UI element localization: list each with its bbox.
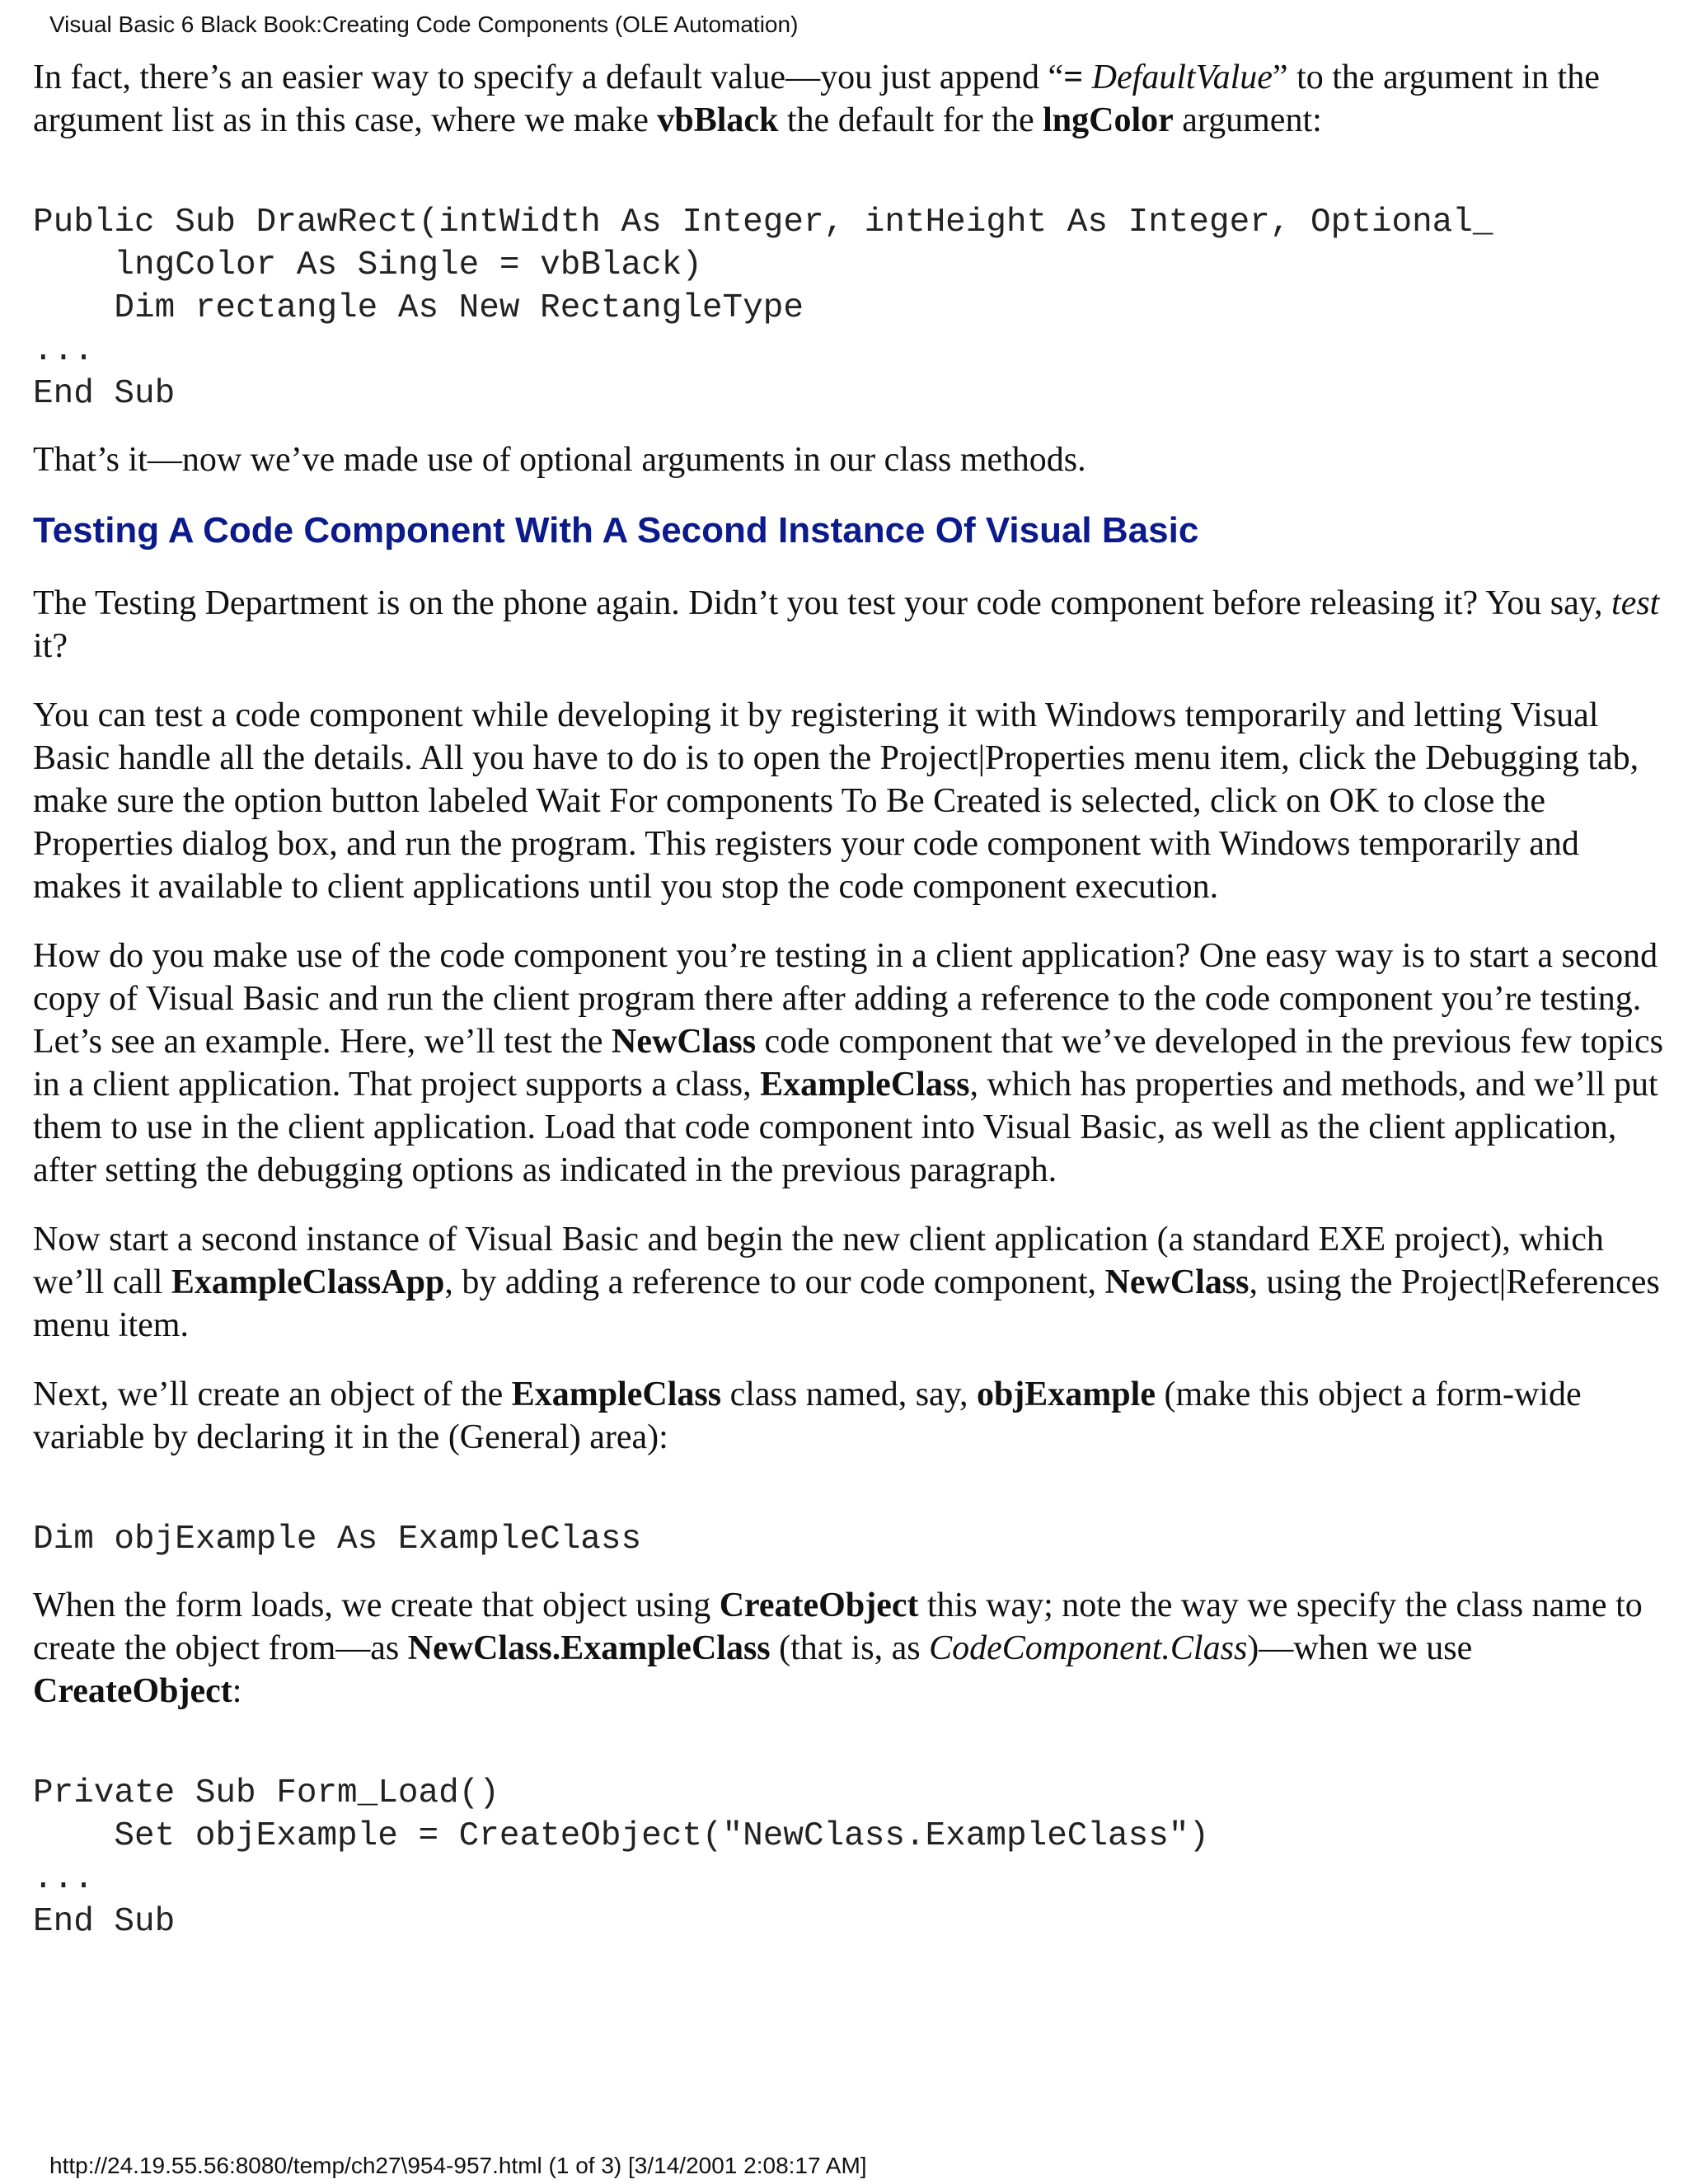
- code-block-dim: [33, 1518, 1665, 1561]
- code-line: lngColor As Single = vbBlack): [33, 246, 702, 284]
- thats-it-paragraph: That’s it—now we’ve made use of optional arguments in our class methods.: [33, 441, 1086, 479]
- testing-paragraph: The Testing Department is on the phone again. Didn’t you test your code component before releasing it? You say, test it?: [33, 584, 1660, 665]
- code-block-form-load: [33, 1772, 1665, 1943]
- register-paragraph: You can test a code component while developing it by registering it with Windows temporarily and letting Visual Basic handle all the details. All you have to do is to open the Project|Properties menu item, click the Debugging tab, make sure the option button labeled Wait For components To Be Created is selected, click on OK to close the Properties dialog box, and run the program. This registers your code component with Windows temporarily and makes it available to client applications until you stop the code component execution.: [33, 696, 1639, 906]
- next-paragraph: Next, we’ll create an object of the ExampleClass class named, say, objExample (make this object a form-wide variable by declaring it in the (General) area):: [33, 1376, 1582, 1456]
- intro-paragraph: In fact, there’s an easier way to specify a default value—you just append “= DefaultValue” to the argument in the argument list as in this case, where we make vbBlack the default for the lngColor argument:: [33, 59, 1600, 139]
- code-line: Public Sub DrawRect(intWidth As Integer, intHeight As Integer, Optional_: [33, 204, 1493, 241]
- code-line: Dim objExample As ExampleClass: [33, 1521, 642, 1558]
- now-paragraph: Now start a second instance of Visual Basic and begin the new client application (a standard EXE project), which we’ll call ExampleClassApp, by adding a reference to our code component, NewClass, using the Project|References menu item.: [33, 1221, 1660, 1344]
- code-line: End Sub: [33, 1903, 176, 1941]
- code-line: End Sub: [33, 375, 176, 413]
- code-line: ...: [33, 332, 94, 370]
- code-line: ...: [33, 1860, 94, 1898]
- document-content: [33, 56, 1665, 1966]
- page-footer-url: http://24.19.55.56:8080/temp/ch27\954-957.html (1 of 3) [3/14/2001 2:08:17 AM]: [49, 2153, 867, 2178]
- section-heading: Testing A Code Component With A Second Instance Of Visual Basic: [33, 510, 1199, 551]
- code-block-drawrect: [33, 201, 1665, 415]
- code-line: Set objExample = CreateObject("NewClass.ExampleClass"): [33, 1817, 1210, 1855]
- code-line: Private Sub Form_Load(): [33, 1774, 499, 1812]
- page-header: Visual Basic 6 Black Book:Creating Code Components (OLE Automation): [49, 12, 799, 37]
- how-paragraph: How do you make use of the code component you’re testing in a client application? One easy way is to start a second copy of Visual Basic and run the client program there after adding a reference to the code component you’re testing. Let’s see an example. Here, we’ll test the NewClass code component that we’ve developed in the previous few topics in a client application. That project supports a class, ExampleClass, which has properties and methods, and we’ll put them to use in the client application. Load that code component into Visual Basic, as well as the client application, after setting the debugging options as indicated in the previous paragraph.: [33, 937, 1664, 1189]
- code-line: Dim rectangle As New RectangleType: [33, 289, 804, 327]
- when-paragraph: When the form loads, we create that object using CreateObject this way; note the way we specify the class name to create the object from—as NewClass.ExampleClass (that is, as CodeComponent.Class)—when we use CreateObject:: [33, 1586, 1643, 1710]
